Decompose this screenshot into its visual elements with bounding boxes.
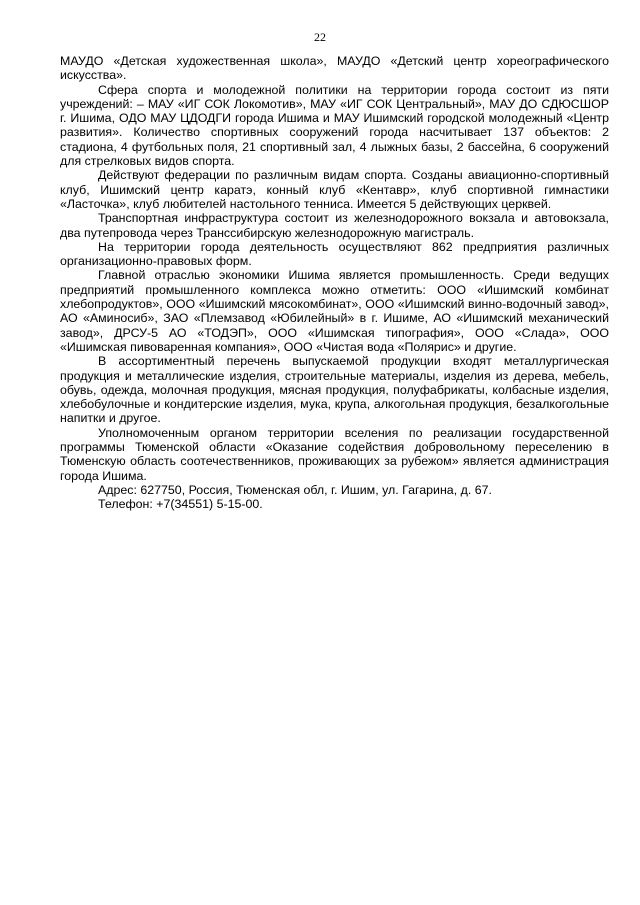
paragraph-transport: Транспортная инфраструктура состоит из железнодорожного вокзала и автовокзала, два путепровода через Транссибирскую железнодорожную магистраль. <box>60 211 609 240</box>
paragraph-products: В ассортиментный перечень выпускаемой продукции входят металлургическая продукция и металлические изделия, строительные материалы, изделия из дерева, мебель, обувь, одежда, молочная продукция, мясная продукция, полуфабрикаты, колбасные изделия, хлебобулочные и кондитерские изделия, мука, крупа, алкогольная продукция, безалкогольные напитки и другое. <box>60 354 609 426</box>
paragraph-sports-youth: Сфера спорта и молодежной политики на территории города состоит из пяти учреждений: – МАУ «ИГ СОК Локомотив», МАУ «ИГ СОК Центральный», МАУ ДО СДЮСШОР г. Ишима, ОДО МАУ ЦДОДГИ города Ишима и МАУ Ишимский городской молодежный «Центр развития». Количество спортивных сооружений города насчитывает 137 объектов: 2 стадиона, 4 футбольных поля, 21 спортивный зал, 4 лыжных базы, 2 бассейна, 6 сооружений для стрелковых видов спорта. <box>60 82 609 169</box>
paragraph-industry: Главной отраслью экономики Ишима является промышленность. Среди ведущих предприятий промышленного комплекса можно отметить: ООО «Ишимский комбинат хлебопродуктов», ООО «Ишимский мясокомбинат», ООО «Ишимский винно-водочный завод», АО «Аминосиб», ЗАО «Племзавод «Юбилейный» в г. Ишиме, АО «Ишимский механический завод», ДРСУ-5 АО «ТОДЭП», ООО «Ишимская типография», ООО «Слада», ООО «Ишимская пивоваренная компания», ООО «Чистая вода «Полярис» и другие. <box>60 268 609 354</box>
paragraph-phone: Телефон: +7(34551) 5-15-00. <box>98 497 263 512</box>
paragraph-address: Адрес: 627750, Россия, Тюменская обл, г. Ишим, ул. Гагарина, д. 67. <box>98 482 492 497</box>
paragraph-authority: Уполномоченным органом территории вселения по реализации государственной программы Тюменской области «Оказание содействия добровольному переселению в Тюменскую область соотечественников, проживающих за рубежом» является администрация города Ишима. <box>60 425 609 483</box>
document-body <box>60 54 609 512</box>
paragraph-federations: Действуют федерации по различным видам спорта. Созданы авиационно-спортивный клуб, Ишимский центр каратэ, конный клуб «Кентавр», клуб спортивной гимнастики «Ласточка», клуб любителей настольного тенниса. Имеется 5 действующих церквей. <box>60 168 609 211</box>
paragraph-enterprises: На территории города деятельность осуществляют 862 предприятия различных организационно-правовых форм. <box>60 239 609 269</box>
paragraph-arts-schools: МАУДО «Детская художественная школа», МАУДО «Детский центр хореографического искусства». <box>60 54 609 83</box>
page-number: 22 <box>314 30 326 44</box>
